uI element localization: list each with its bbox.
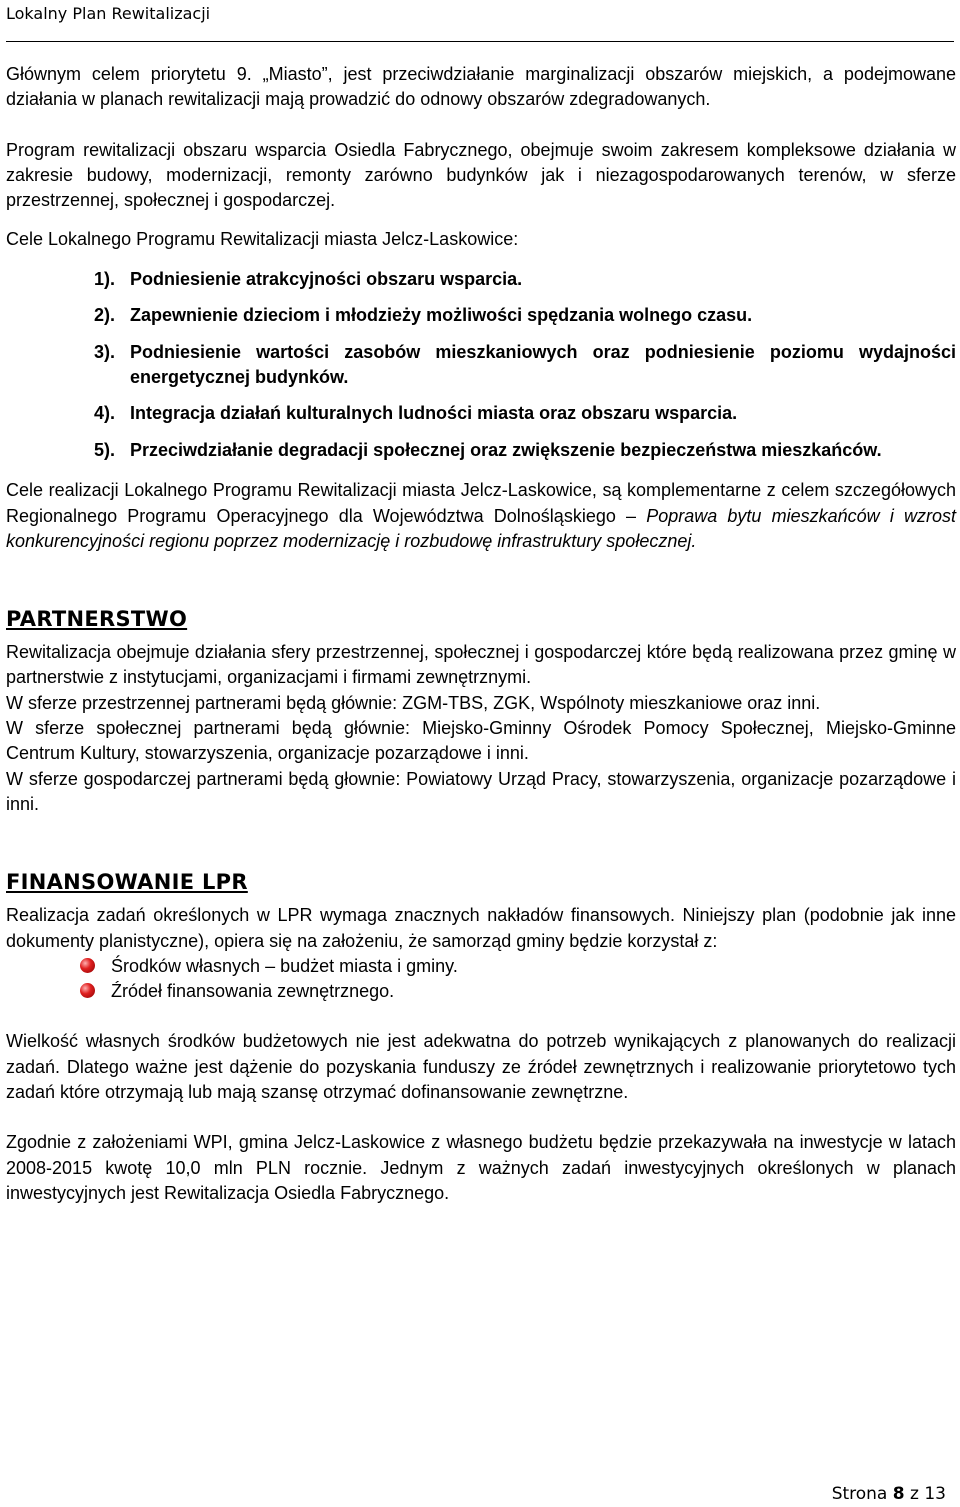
bullet-icon	[80, 958, 95, 973]
page-content	[6, 62, 956, 1206]
goals-realization-text: Cele realizacji Lokalnego Programu Rewitalizacji miasta Jelcz-Laskowice, są komplementarne z celem szczegółowych Regionalnego Programu Operacyjnego dla Województwa Dolnośląskiego –	[6, 480, 956, 526]
partnerstwo-line: Rewitalizacja obejmuje działania sfery przestrzennej, społecznej i gospodarczej które będą realizowana przez gminę w partnerstwie z instytucjami, organizacjami i firmami zewnętrznymi.	[6, 642, 956, 688]
paragraph-wpi: Zgodnie z założeniami WPI, gmina Jelcz-Laskowice z własnego budżetu będzie przekazywała na inwestycje w latach 2008-2015 kwotę 10,0 mln PLN rocznie. Jednym z ważnych zadań inwestycyjnych określonych w planach inwestycyjnych jest Rewitalizacja Osiedla Fabrycznego.	[6, 1132, 956, 1203]
finansowanie-intro: Realizacja zadań określonych w LPR wymaga znacznych nakładów finansowych. Niniejszy plan (podobnie jak inne dokumenty planistyczne), opiera się na założeniu, że samorząd gminy będzie korzystał z:	[6, 905, 956, 951]
goal-item	[6, 303, 956, 328]
paragraph-priority: Głównym celem priorytetu 9. „Miasto”, jest przeciwdziałanie marginalizacji obszarów miejskich, a podejmowane działania w planach rewitalizacji mają prowadzić do odnowy obszarów zdegradowanych.	[6, 64, 956, 110]
goals-list	[6, 267, 956, 463]
goal-number: 4).	[94, 403, 116, 424]
goal-item	[6, 438, 956, 463]
goal-text: Zapewnienie dzieciom i młodzieży możliwości spędzania wolnego czasu.	[130, 305, 753, 326]
footer-prefix: Strona	[831, 1484, 888, 1504]
goal-item	[6, 340, 956, 390]
footer-separator: z	[910, 1484, 919, 1504]
goal-item	[6, 267, 956, 292]
goals-intro: Cele Lokalnego Programu Rewitalizacji miasta Jelcz-Laskowice:	[6, 229, 519, 250]
partnerstwo-line: W sferze gospodarczej partnerami będą głownie: Powiatowy Urząd Pracy, stowarzyszenia, organizacje pozarządowe i inni.	[6, 768, 956, 814]
paragraph-program: Program rewitalizacji obszaru wsparcia Osiedla Fabrycznego, obejmuje swoim zakresem kompleksowe działania w zakresie budowy, modernizacji, remonty zarówno budynków jak i niezagospodarowanych terenów, w sferze przestrzennej, społecznej i gospodarczej.	[6, 139, 956, 211]
funding-sources-list	[6, 954, 956, 1005]
goal-number: 5).	[94, 439, 116, 460]
funding-source-text: Źródeł finansowania zewnętrznego.	[111, 981, 395, 1002]
list-item	[6, 979, 956, 1004]
goals-realization-italic: Poprawa bytu mieszkańców i wzrost konkurencyjności regionu poprzez modernizację i rozbudowę infrastruktury społecznej.	[6, 505, 956, 551]
page-total: 13	[924, 1484, 946, 1504]
partnerstwo-line: W sferze przestrzennej partnerami będą głównie: ZGM-TBS, ZGK, Wspólnoty mieszkaniowe oraz inni.	[6, 692, 821, 713]
goal-text: Podniesienie atrakcyjności obszaru wsparcia.	[130, 268, 523, 289]
paragraph-goals-realization	[6, 478, 956, 554]
goal-text: Podniesienie wartości zasobów mieszkaniowych oraz podniesienie poziomu wydajności energetycznej budynków.	[130, 341, 956, 387]
partnerstwo-line: W sferze społecznej partnerami będą głównie: Miejsko-Gminny Ośrodek Pomocy Społecznej, Miejsko-Gminne Centrum Kultury, stowarzyszenia, organizacje pozarządowe i inni.	[6, 718, 956, 764]
page-number: 8	[892, 1484, 905, 1504]
page-footer	[832, 1484, 946, 1504]
list-item	[6, 954, 956, 979]
goal-text: Integracja działań kulturalnych ludności miasta oraz obszaru wsparcia.	[130, 403, 738, 424]
paragraph-own-funds: Wielkość własnych środków budżetowych nie jest adekwatna do potrzeb wynikających z planowanych do realizacji zadań. Dlatego ważne jest dążenie do pozyskania funduszy ze źródeł zewnętrznych i realizowanie priorytetowo tych zadań które otrzymają lub mają szansę otrzymać dofinansowanie zewnętrzne.	[6, 1031, 956, 1103]
goal-text: Przeciwdziałanie degradacji społecznej oraz zwiększenie bezpieczeństwa mieszkańców.	[130, 439, 882, 460]
heading-finansowanie: FINANSOWANIE LPR	[6, 870, 248, 895]
goal-item	[6, 401, 956, 426]
page-header	[6, 0, 954, 42]
goal-number: 3).	[94, 341, 116, 362]
goal-number: 2).	[94, 305, 116, 326]
goal-number: 1).	[94, 268, 116, 289]
funding-source-text: Środków własnych – budżet miasta i gminy.	[111, 955, 458, 976]
heading-partnerstwo: PARTNERSTWO	[6, 607, 188, 632]
document-title: Lokalny Plan Rewitalizacji	[6, 4, 211, 23]
bullet-icon	[80, 983, 95, 998]
